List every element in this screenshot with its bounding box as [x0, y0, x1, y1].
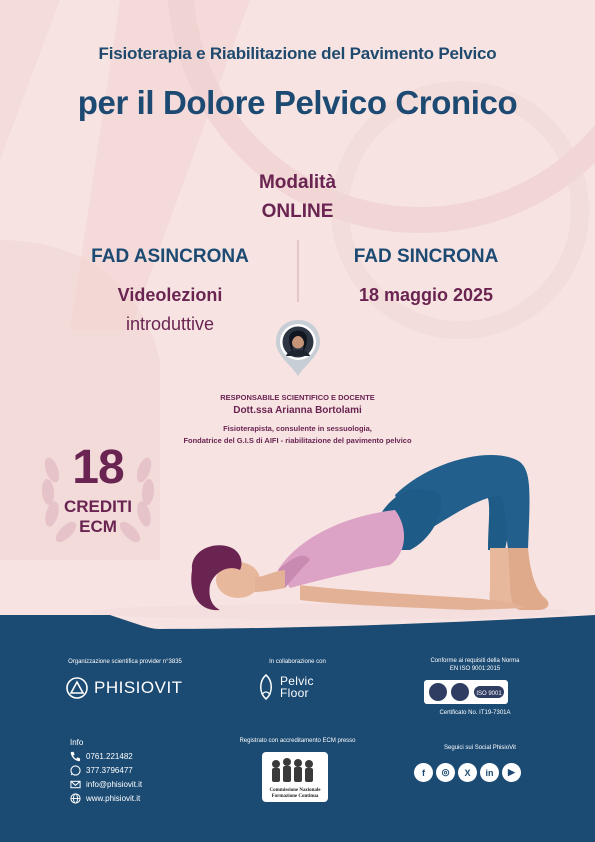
footer-band — [0, 615, 595, 842]
modalita-value: ONLINE — [261, 201, 334, 222]
responsabile-role-1: Fisioterapista, consulente in sessuologia, — [223, 424, 372, 433]
phone-icon — [70, 751, 81, 762]
linkedin-icon[interactable]: in — [480, 763, 499, 782]
whatsapp-text: 377.3796477 — [86, 765, 133, 775]
instagram-icon[interactable]: ◎ — [436, 763, 455, 782]
globe-icon — [70, 793, 81, 804]
email-text: info@phisiovit.it — [86, 779, 143, 789]
responsabile-name: Dott.ssa Arianna Bortolami — [233, 405, 362, 416]
phone-row[interactable] — [70, 750, 133, 762]
collab-label: In collaborazione con — [269, 659, 326, 665]
cnfc-text-2: Formazione Continua — [271, 794, 319, 799]
crediti-number: 18 — [72, 441, 124, 494]
org-label: Organizzazione scientifica provider n°3835 — [68, 659, 182, 665]
whatsapp-icon — [70, 765, 81, 776]
modalita-label: Modalità — [258, 172, 337, 193]
pelvic-floor-mark-icon — [256, 673, 276, 701]
phone-text: 0761.221482 — [86, 751, 133, 761]
responsabile-role-2: Fondatrice del G.I.S di AIFI - riabilitazione del pavimento pelvico — [183, 436, 412, 445]
fad-asincrona-line2: introduttive — [125, 314, 215, 334]
pre-title: Fisioterapia e Riabilitazione del Pavimento Pelvico — [98, 44, 497, 63]
youtube-icon[interactable]: ▶ — [502, 763, 521, 782]
cnfc-text-1: Commissione Nazionale — [269, 788, 321, 793]
cert-number: Certificato No. IT19-7301A — [439, 710, 511, 716]
email-icon — [70, 779, 81, 790]
location-pin-icon — [274, 318, 322, 378]
phisiovit-mark-icon — [66, 677, 88, 699]
social-icons — [414, 763, 521, 783]
pelvic-logo-line1: Pelvic — [280, 674, 314, 688]
ecm-label: ECM — [79, 517, 117, 536]
iso-badge-text: ISO 9001 — [476, 691, 502, 697]
pelvic-floor-logo — [256, 670, 314, 704]
phisiovit-logo-text: PHISIOVIT — [94, 678, 183, 697]
norma-iso: EN ISO 9001:2015 — [449, 666, 501, 672]
iso-certification-logo — [424, 680, 508, 704]
responsabile-label: RESPONSABILE SCIENTIFICO E DOCENTE — [220, 393, 375, 402]
fad-sincrona-date: 18 maggio 2025 — [358, 285, 494, 305]
norma-label: Conforme ai requisiti della Norma — [430, 658, 520, 664]
x-twitter-icon[interactable]: X — [458, 763, 477, 782]
pelvic-logo-line2: Floor — [280, 686, 309, 700]
cnfc-logo — [262, 752, 328, 802]
fad-asincrona-line1: Videolezioni — [117, 285, 223, 305]
fad-sincrona-title: FAD SINCRONA — [353, 246, 499, 267]
web-row[interactable] — [70, 792, 140, 804]
registro-label: Registrato con accreditamento ECM presso — [239, 738, 356, 744]
social-label: Seguici sui Social PhisioVit — [444, 745, 516, 751]
cnfc-people-icon — [262, 752, 328, 802]
whatsapp-row[interactable] — [70, 764, 133, 776]
web-text: www.phisiovit.it — [86, 793, 141, 803]
column-divider — [297, 240, 299, 302]
woman-bridge-illustration — [0, 420, 595, 620]
phisiovit-logo — [66, 676, 183, 700]
main-title: per il Dolore Pelvico Cronico — [77, 84, 518, 121]
facebook-icon[interactable]: f — [414, 763, 433, 782]
iso-badges-icon — [424, 680, 508, 704]
crediti-label: CREDITI — [64, 497, 132, 516]
info-label: Info — [70, 738, 84, 747]
fad-asincrona-title: FAD ASINCRONA — [91, 246, 249, 267]
email-row[interactable] — [70, 778, 142, 790]
